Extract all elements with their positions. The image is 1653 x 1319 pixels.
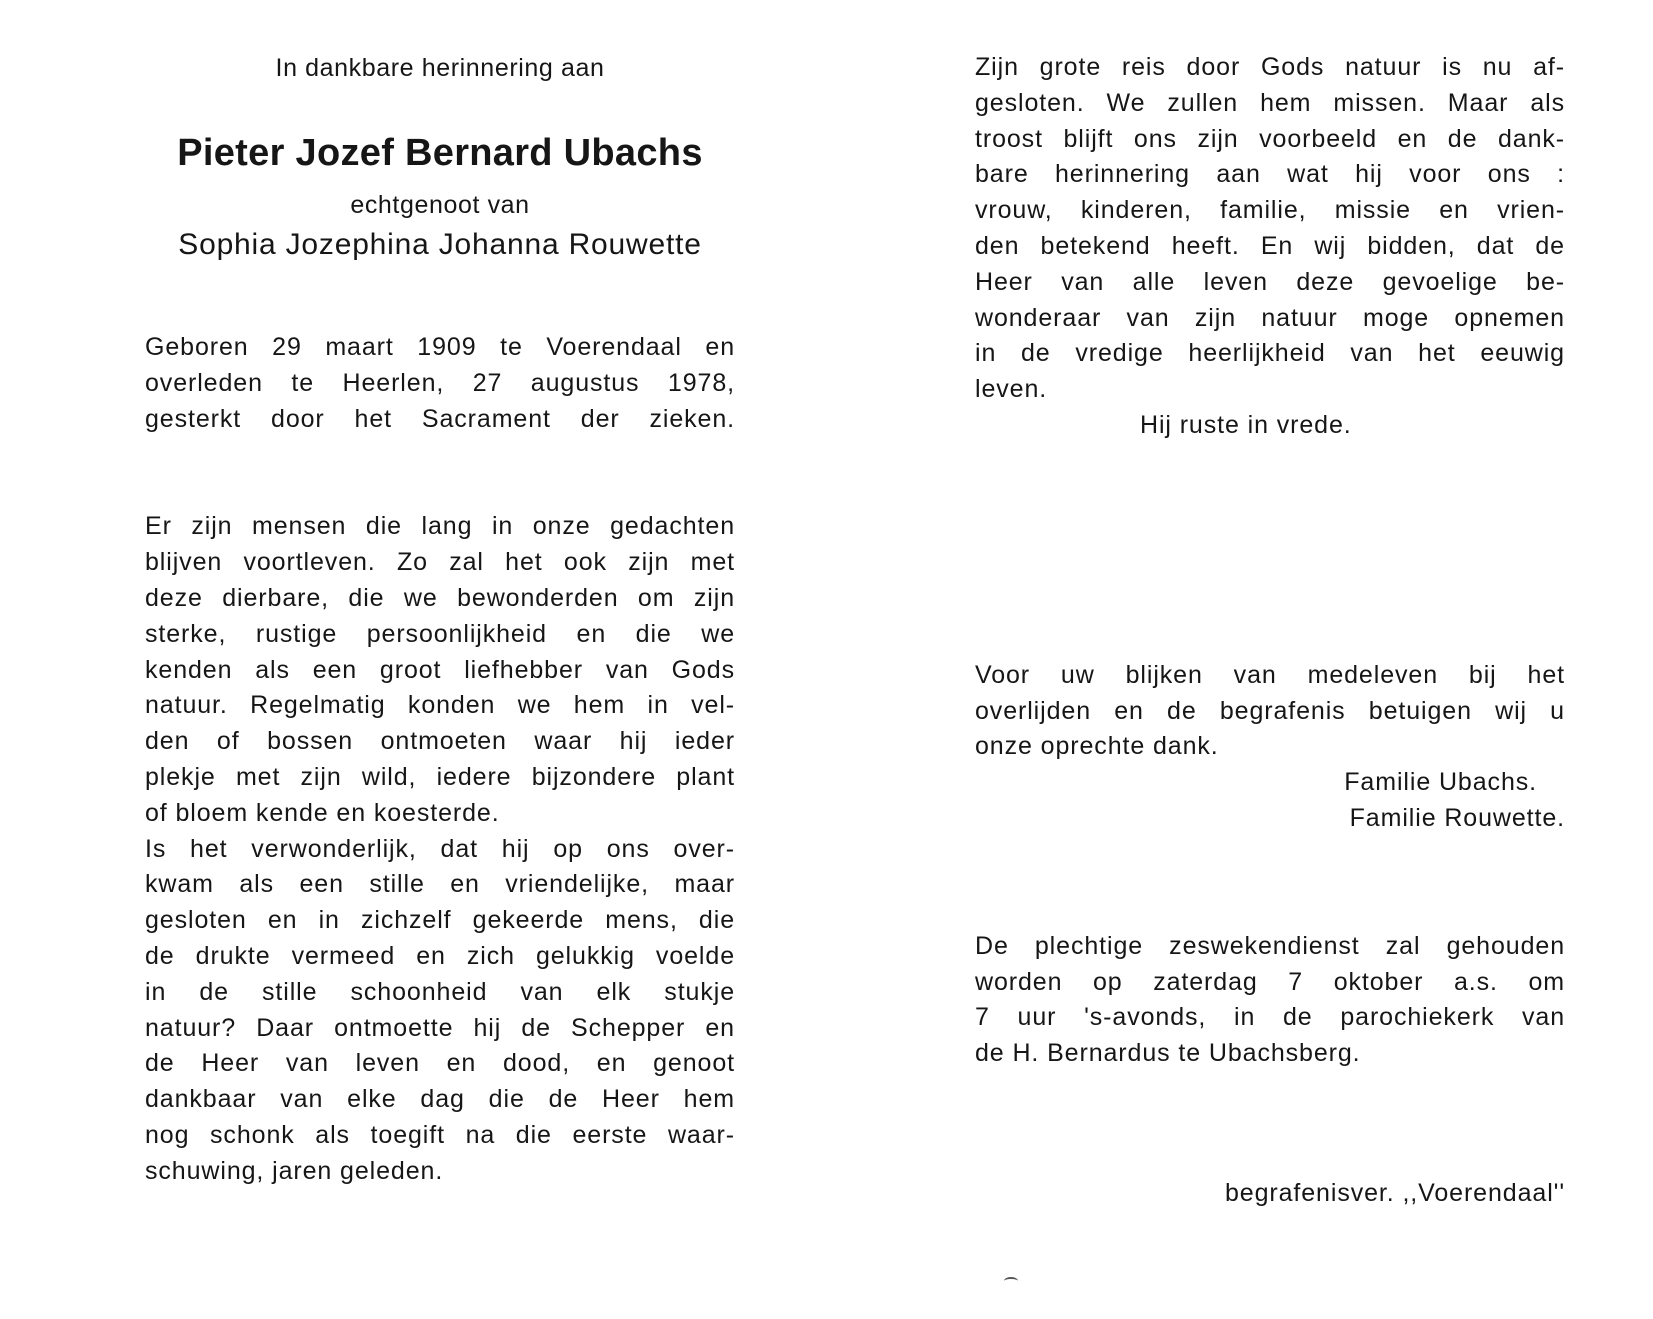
undertaker-credit: begrafenisver. ,,Voerendaal'': [1224, 1178, 1565, 1207]
paragraph-line: natuur? Daar ontmoette hij de Schepper en: [145, 1013, 735, 1042]
paragraph-line: troost blijft ons zijn voorbeeld en de dank-: [975, 124, 1565, 153]
paragraph-line: in de stille schoonheid van elk stukje: [145, 977, 735, 1006]
paragraph-line: gesloten en in zichzelf gekeerde mens, die: [145, 906, 735, 935]
paragraph-line: Geboren 29 maart 1909 te Voerendaal en: [145, 333, 735, 361]
spouse-name: Sophia Jozephina Johanna Rouwette: [178, 228, 702, 261]
left-panel: [145, 50, 735, 1190]
paragraph-line: in de vredige heerlijkheid van het eeuwig: [975, 339, 1565, 368]
paragraph-line: plekje met zijn wild, iedere bijzondere plant: [145, 762, 735, 791]
journey-paragraph: [975, 50, 1565, 408]
paragraph-line: de H. Bernardus te Ubachsberg.: [975, 1039, 1361, 1068]
signature-ubachs: Familie Ubachs.: [1344, 768, 1537, 797]
rest-in-peace: Hij ruste in vrede.: [1140, 410, 1352, 439]
intro-text: In dankbare herinnering aan: [275, 54, 605, 82]
paragraph-line: leven.: [975, 375, 1048, 404]
thanks-paragraph: [975, 658, 1565, 765]
paragraph-line: Er zijn mensen die lang in onze gedachten: [145, 512, 735, 541]
signature-rouwette: Familie Rouwette.: [1349, 803, 1565, 832]
paragraph-line: of bloem kende en koesterde.: [145, 798, 500, 827]
paragraph-line: overleden te Heerlen, 27 augustus 1978,: [145, 368, 735, 397]
paragraph-line: nog schonk als toegift na die eerste waar-: [145, 1120, 735, 1149]
paragraph-line: dankbaar van elke dag die de Heer hem: [145, 1085, 735, 1114]
paragraph-line: de Heer van leven en dood, en genoot: [145, 1049, 735, 1078]
memory-paragraph: [145, 509, 735, 1189]
paragraph-line: schuwing, jaren geleden.: [145, 1156, 444, 1185]
service-paragraph: [975, 929, 1565, 1072]
paragraph-line: wonderaar van zijn natuur moge opnemen: [975, 303, 1565, 332]
paragraph-line: bare herinnering aan wat hij voor ons :: [975, 160, 1565, 189]
paragraph-line: kenden als een groot liefhebber van Gods: [145, 655, 735, 684]
paragraph-line: Is het verwonderlijk, dat hij op ons over-: [145, 834, 735, 863]
paragraph-line: onze oprechte dank.: [975, 732, 1219, 761]
paragraph-line: 7 uur 's-avonds, in de parochiekerk van: [975, 1003, 1565, 1032]
paragraph-line: de drukte vermeed en zich gelukkig voelde: [145, 941, 735, 970]
paragraph-line: Heer van alle leven deze gevoelige be-: [975, 267, 1565, 296]
paragraph-line: gesterkt door het Sacrament der zieken.: [145, 404, 735, 433]
spouse-label: echtgenoot van: [350, 191, 530, 219]
deceased-name: Pieter Jozef Bernard Ubachs: [177, 132, 703, 174]
paragraph-line: blijven voortleven. Zo zal het ook zijn met: [145, 548, 735, 577]
paragraph-line: De plechtige zeswekendienst zal gehouden: [975, 931, 1565, 960]
paragraph-line: natuur. Regelmatig konden we hem in vel-: [145, 691, 735, 720]
paragraph-line: sterke, rustige persoonlijkheid en die we: [145, 619, 735, 648]
paragraph-line: deze dierbare, die we bewonderden om zijn: [145, 583, 735, 612]
paragraph-line: vrouw, kinderen, familie, missie en vrien-: [975, 196, 1565, 225]
paragraph-line: overlijden en de begrafenis betuigen wij u: [975, 696, 1565, 725]
birth-death-paragraph: [145, 330, 735, 437]
right-panel: [975, 50, 1565, 1212]
paragraph-line: kwam als een stille en vriendelijke, maar: [145, 870, 735, 899]
print-speck: [1004, 1277, 1018, 1285]
paragraph-line: Voor uw blijken van medeleven bij het: [975, 660, 1565, 689]
paragraph-line: gesloten. We zullen hem missen. Maar als: [975, 88, 1565, 117]
paragraph-line: Zijn grote reis door Gods natuur is nu af-: [975, 53, 1565, 81]
paragraph-line: worden op zaterdag 7 oktober a.s. om: [975, 967, 1565, 996]
paragraph-line: den betekend heeft. En wij bidden, dat de: [975, 231, 1565, 260]
paragraph-line: den of bossen ontmoeten waar hij ieder: [145, 727, 735, 756]
